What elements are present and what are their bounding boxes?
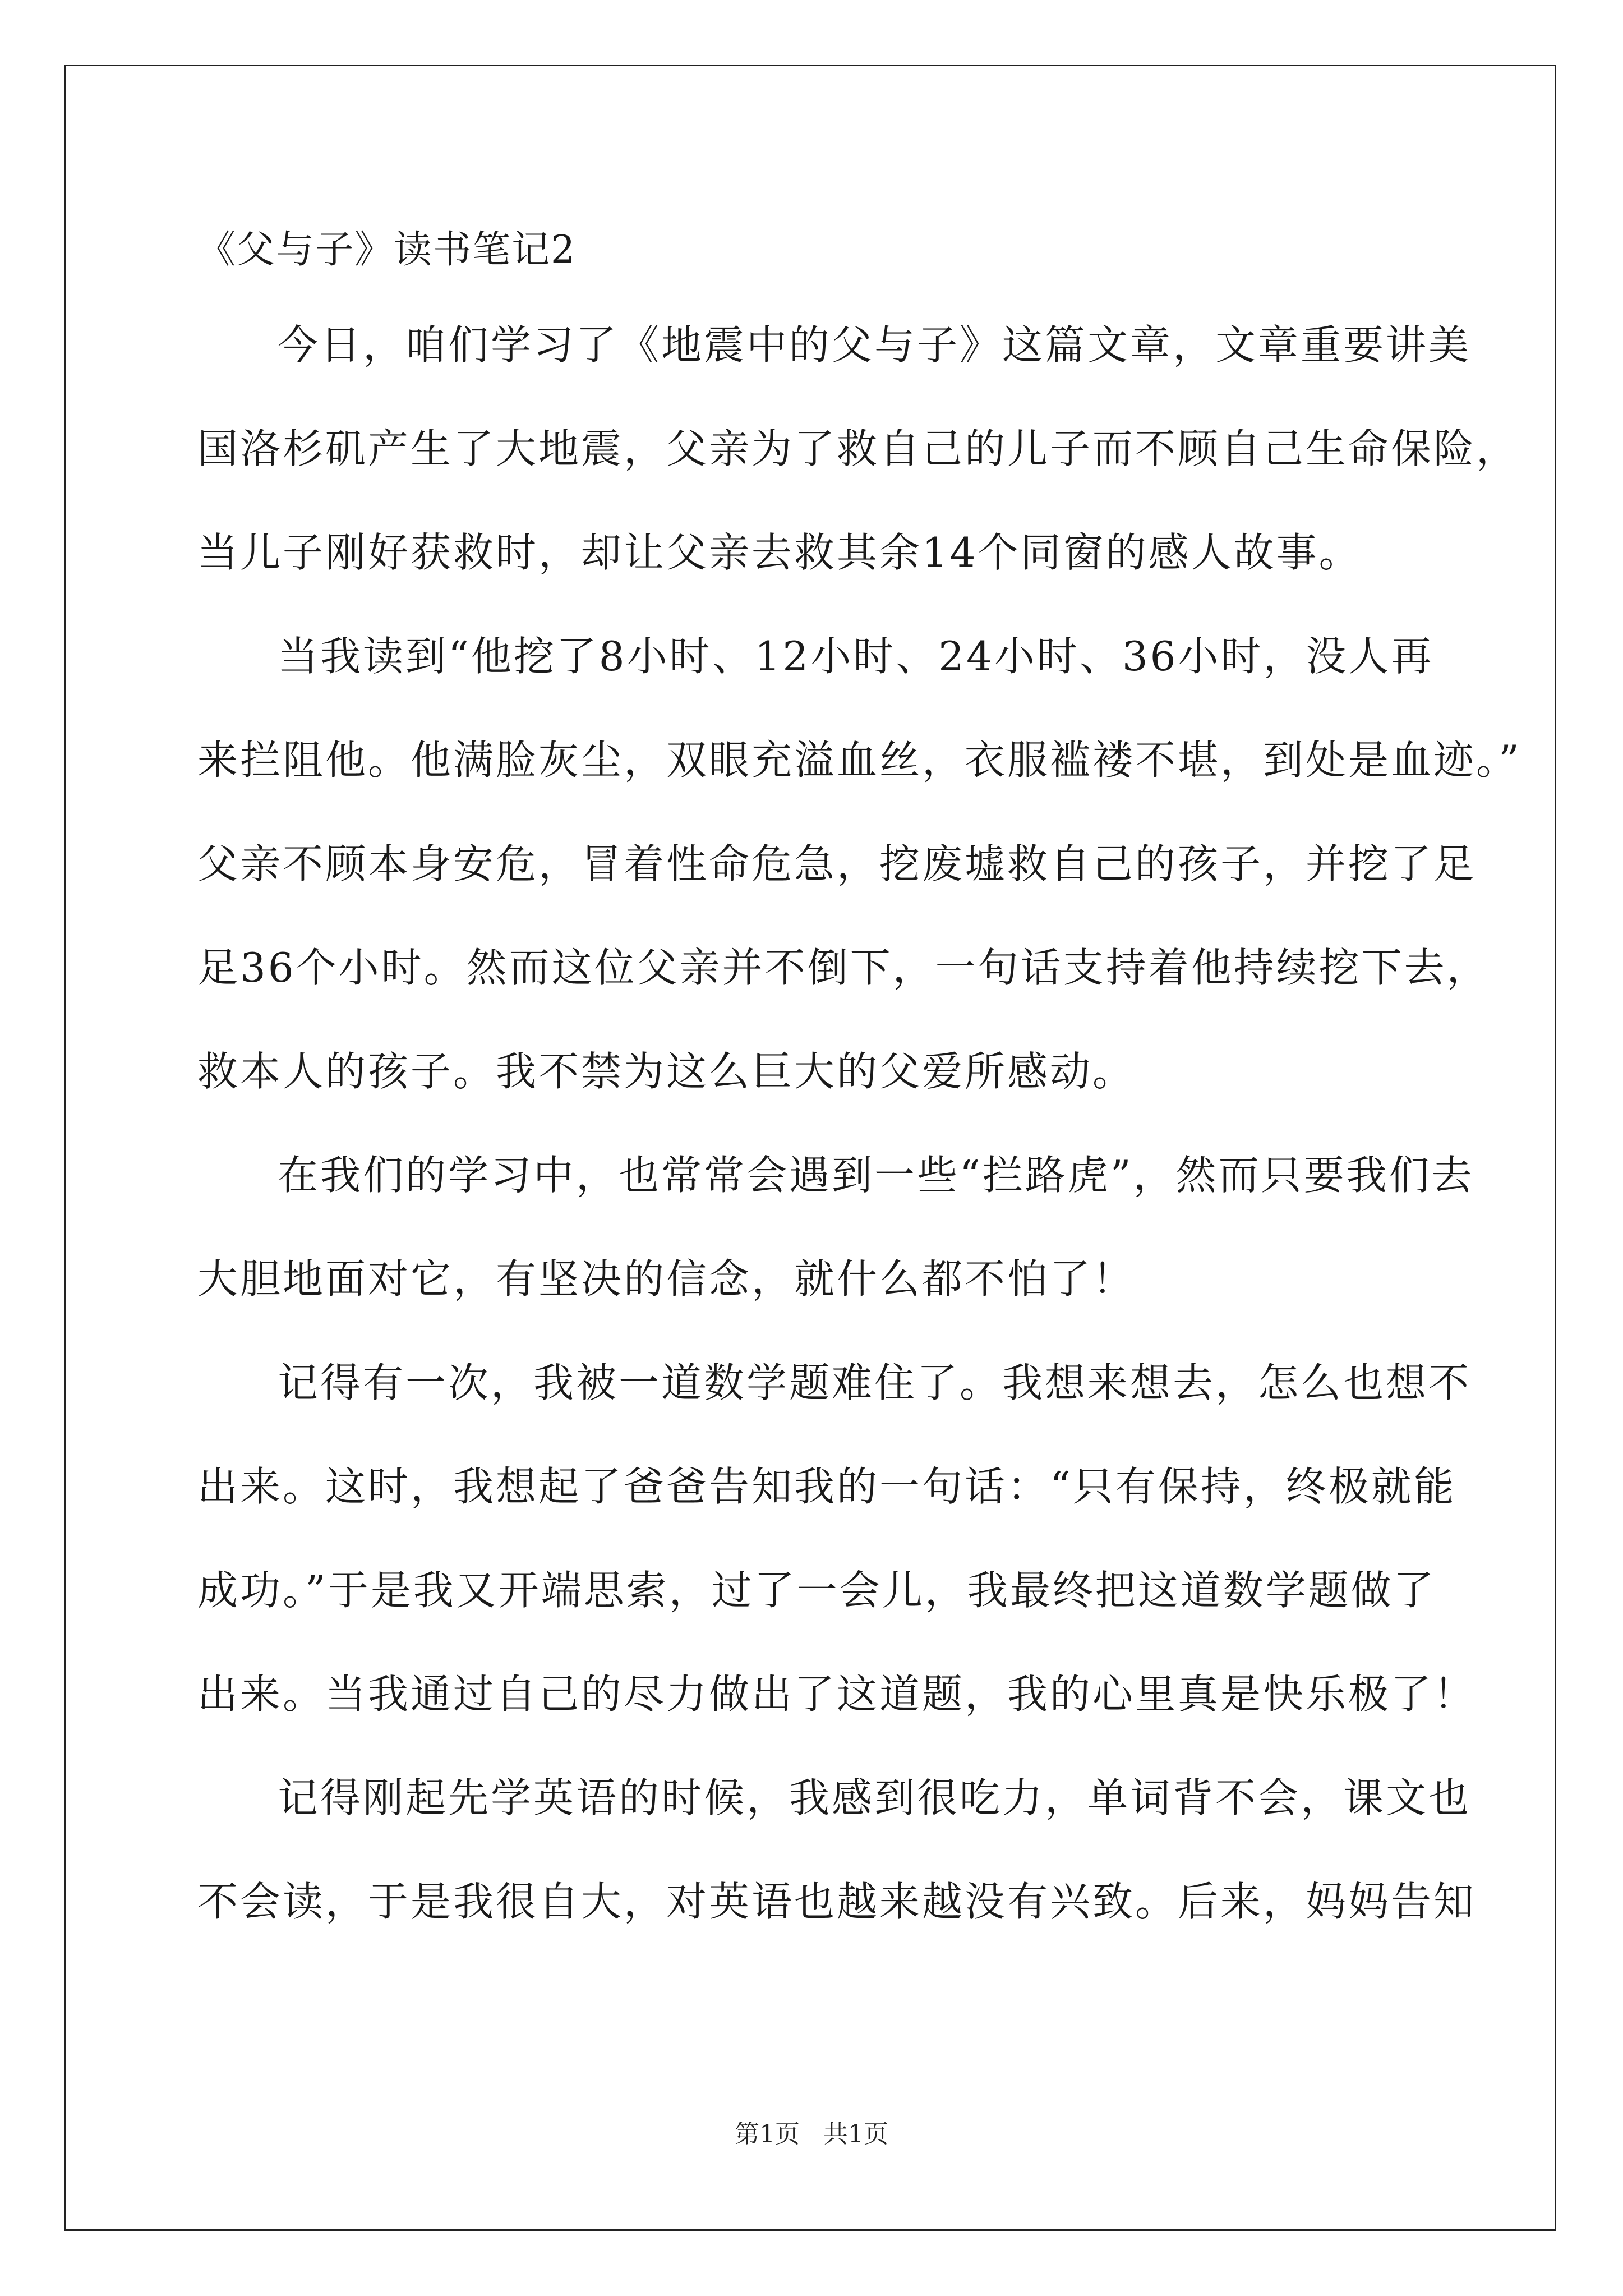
paragraph-2-line-4: 足36个小时。然而这位父亲并不倒下，一句话支持着他持续挖下去， bbox=[197, 944, 1490, 991]
paragraph-2-line-2: 来拦阻他。他满脸灰尘，双眼充溢血丝，衣服褴褛不堪，到处是血迹。” bbox=[197, 737, 1521, 784]
paragraph-1-line-2: 国洛杉矶产生了大地震，父亲为了救自己的儿子而不顾自己生命保险， bbox=[197, 425, 1519, 472]
paragraph-2-line-3: 父亲不顾本身安危，冒着性命危急，挖废墟救自己的孩子，并挖了足 bbox=[197, 840, 1477, 887]
paragraph-4-line-3: 成功。”于是我又开端思索，过了一会儿，我最终把这道数学题做了 bbox=[197, 1567, 1436, 1614]
page-footer: 第1页 共1页 bbox=[735, 2120, 888, 2148]
paragraph-2-line-1: 当我读到“他挖了8小时、12小时、24小时、36小时，没人再 bbox=[278, 633, 1434, 680]
document-title: 《父与子》读书笔记2 bbox=[197, 228, 577, 272]
paragraph-1-line-1: 今日，咱们学习了《地震中的父与子》这篇文章，文章重要讲美 bbox=[278, 321, 1472, 369]
paragraph-5-line-1: 记得刚起先学英语的时候，我感到很吃力，单词背不会，课文也 bbox=[278, 1774, 1472, 1821]
paragraph-4-line-2: 出来。这时，我想起了爸爸告知我的一句话：“只有保持，终极就能 bbox=[197, 1463, 1456, 1510]
paragraph-3-line-2: 大胆地面对它，有坚决的信念，就什么都不怕了！ bbox=[197, 1255, 1136, 1303]
paragraph-4-line-4: 出来。当我通过自己的尽力做出了这道题，我的心里真是快乐极了！ bbox=[197, 1671, 1477, 1718]
paragraph-5-line-2: 不会读，于是我很自大，对英语也越来越没有兴致。后来，妈妈告知 bbox=[197, 1878, 1477, 1925]
paragraph-3-line-1: 在我们的学习中，也常常会遇到一些“拦路虎”，然而只要我们去 bbox=[278, 1152, 1474, 1199]
paragraph-4-line-1: 记得有一次，我被一道数学题难住了。我想来想去，怎么也想不 bbox=[278, 1359, 1472, 1406]
paragraph-1-line-3: 当儿子刚好获救时，却让父亲去救其余14个同窗的感人故事。 bbox=[197, 529, 1362, 576]
paragraph-2-line-5: 救本人的孩子。我不禁为这么巨大的父爱所感动。 bbox=[197, 1048, 1136, 1095]
